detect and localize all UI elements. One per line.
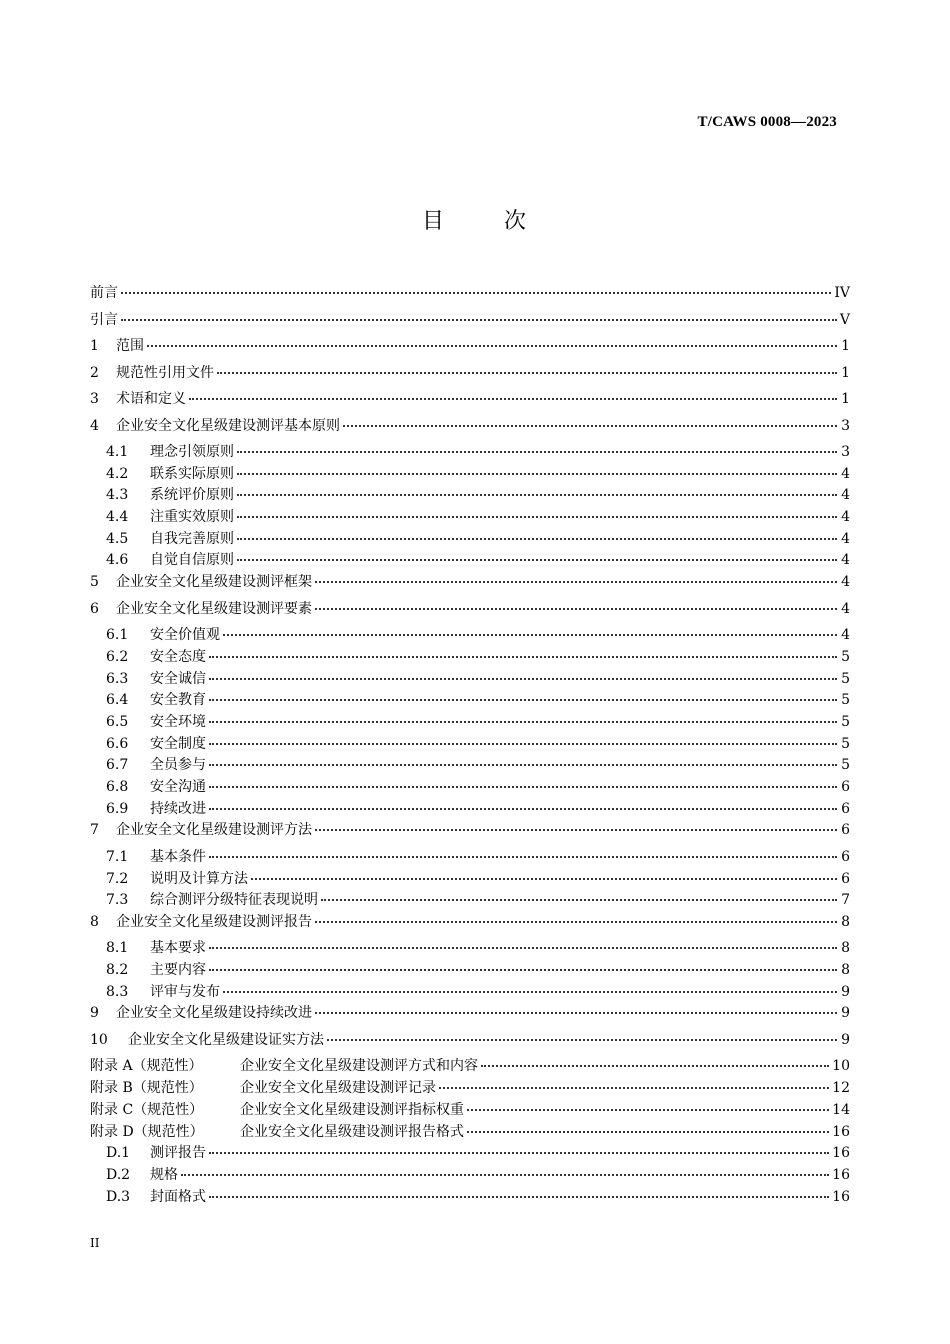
toc-entry[interactable] [90, 1030, 850, 1057]
toc-entry-number: D.2 [106, 1166, 131, 1183]
dot-leader [237, 528, 837, 540]
dot-leader [237, 506, 837, 518]
dot-leader [315, 1002, 837, 1014]
toc-entry-page: 3 [841, 444, 850, 460]
toc-entry[interactable] [90, 389, 850, 416]
toc-entry-number: 3 [90, 391, 99, 407]
toc-entry[interactable] [90, 283, 850, 310]
toc-entry-page: 7 [841, 892, 850, 909]
toc-entry-number: 6.9 [106, 800, 129, 817]
toc-entry-page: 3 [841, 417, 850, 434]
dot-leader [209, 754, 837, 766]
dot-leader [251, 868, 837, 880]
toc-entry-title: 主要内容 [150, 962, 206, 979]
toc-entry[interactable] [90, 529, 850, 551]
toc-entry-number: 4.2 [106, 465, 129, 482]
toc-entry-title: 自觉自信原则 [150, 552, 234, 569]
toc-entry-number: 10 [90, 1031, 108, 1048]
dot-leader [217, 362, 837, 374]
toc-entry-number: 2 [90, 364, 99, 381]
dot-leader [315, 598, 837, 610]
table-of-contents [90, 283, 850, 1208]
toc-entry[interactable] [90, 890, 850, 912]
toc-entry-page: 14 [832, 1101, 850, 1118]
toc-entry[interactable] [90, 799, 850, 821]
toc-entry-title: 基本条件 [150, 848, 206, 865]
dot-leader [209, 776, 837, 788]
toc-entry-page: 6 [841, 822, 850, 839]
dot-leader [237, 441, 837, 453]
dot-leader [315, 911, 837, 923]
toc-entry[interactable] [90, 847, 850, 869]
toc-entry-number: 7 [90, 822, 99, 839]
toc-entry[interactable] [90, 310, 850, 337]
toc-entry-number: 4.1 [106, 444, 129, 460]
dot-leader [223, 981, 837, 993]
toc-entry-number: 4.5 [106, 530, 129, 547]
toc-entry-page: 6 [841, 778, 850, 795]
toc-entry-page: 4 [841, 465, 850, 482]
toc-entry-number: 7.2 [106, 870, 129, 887]
toc-entry-page: 9 [841, 1031, 850, 1048]
toc-entry[interactable] [90, 982, 850, 1004]
toc-entry-page: 5 [841, 735, 850, 752]
toc-entry-number: 1 [90, 338, 99, 354]
toc-entry[interactable] [90, 1100, 850, 1122]
standard-number: T/CAWS 0008—2023 [697, 114, 837, 130]
toc-entry[interactable] [90, 755, 850, 777]
toc-entry[interactable] [90, 1165, 850, 1187]
dot-leader [481, 1055, 829, 1067]
toc-entry[interactable] [90, 1003, 850, 1030]
toc-entry[interactable] [90, 938, 850, 960]
toc-entry[interactable] [90, 625, 850, 647]
toc-entry-page: 1 [841, 338, 850, 354]
toc-entry-title: 企业安全文化星级建设测评指标权重 [240, 1101, 464, 1118]
toc-entry-title: 企业安全文化星级建设测评方式和内容 [240, 1058, 478, 1075]
toc-entry-title: 持续改进 [150, 800, 206, 817]
toc-entry-number: 4 [90, 417, 99, 434]
toc-entry[interactable] [90, 1143, 850, 1165]
toc-entry-number: 8.2 [106, 962, 129, 979]
toc-entry-title: 范围 [116, 338, 144, 354]
toc-entry-page: 16 [832, 1188, 850, 1205]
toc-entry-number: 8.3 [106, 983, 129, 1000]
toc-entry-page: 8 [841, 940, 850, 957]
dot-leader [237, 549, 837, 561]
page-title [0, 204, 950, 235]
toc-entry-page: V [839, 311, 850, 328]
toc-entry-title: 联系实际原则 [150, 465, 234, 482]
toc-entry-title: 企业安全文化星级建设测评基本原则 [116, 417, 340, 434]
toc-entry-title: 自我完善原则 [150, 530, 234, 547]
toc-entry-number: 4.4 [106, 509, 129, 526]
toc-entry-number: 8.1 [106, 940, 129, 957]
toc-entry-title: 企业安全文化星级建设证实方法 [128, 1031, 324, 1048]
dot-leader [209, 668, 837, 680]
toc-entry-title: 说明及计算方法 [150, 870, 248, 887]
toc-entry-number: 4.6 [106, 552, 129, 569]
dot-leader [209, 798, 837, 810]
toc-entry-number: 5 [90, 574, 99, 591]
toc-entry-page: 5 [841, 757, 850, 774]
dot-leader [209, 646, 837, 658]
dot-leader [189, 388, 837, 400]
toc-entry-page: 9 [841, 1005, 850, 1022]
dot-leader [209, 733, 837, 745]
toc-entry-number: 6.2 [106, 648, 129, 665]
toc-entry-title: 基本要求 [150, 940, 206, 957]
toc-entry[interactable] [90, 647, 850, 669]
toc-entry-title: 安全态度 [150, 648, 206, 665]
dot-leader [209, 1142, 829, 1154]
toc-entry[interactable] [90, 1187, 850, 1209]
toc-entry-page: 6 [841, 848, 850, 865]
toc-entry-page: 10 [832, 1058, 850, 1075]
toc-entry-number: 8 [90, 913, 99, 930]
toc-entry-number: 附录 B（规范性） [90, 1080, 203, 1097]
toc-entry-title: 企业安全文化星级建设持续改进 [116, 1005, 312, 1022]
toc-entry-page: 5 [841, 713, 850, 730]
toc-entry-page: 12 [832, 1080, 850, 1097]
dot-leader [121, 282, 831, 294]
toc-entry-title: 测评报告 [150, 1145, 206, 1162]
toc-entry[interactable] [90, 712, 850, 734]
toc-entry[interactable] [90, 869, 850, 891]
toc-entry[interactable] [90, 507, 850, 529]
toc-entry-page: 5 [841, 648, 850, 665]
toc-entry-page: 4 [841, 509, 850, 526]
dot-leader [467, 1121, 829, 1133]
toc-entry-title: 评审与发布 [150, 983, 220, 1000]
toc-entry[interactable] [90, 777, 850, 799]
toc-entry-title: 安全价值观 [150, 627, 220, 644]
toc-entry[interactable] [90, 416, 850, 443]
toc-entry-number: 附录 A（规范性） [90, 1058, 203, 1075]
dot-leader [209, 937, 837, 949]
dot-leader [321, 889, 837, 901]
toc-entry[interactable] [90, 572, 850, 599]
toc-entry-page: 16 [832, 1145, 850, 1162]
toc-entry[interactable] [90, 669, 850, 691]
dot-leader [439, 1077, 829, 1089]
title-char-1: 目 [421, 209, 446, 234]
dot-leader [327, 1029, 837, 1041]
dot-leader [237, 484, 837, 496]
toc-entry-number: 7.3 [106, 892, 129, 909]
dot-leader [181, 1164, 829, 1176]
toc-entry[interactable] [90, 336, 850, 363]
toc-entry-number: D.1 [106, 1145, 131, 1162]
dot-leader [209, 846, 837, 858]
toc-entry[interactable] [90, 363, 850, 390]
title-char-2: 次 [504, 209, 529, 234]
toc-entry-page: 4 [841, 487, 850, 504]
toc-entry-title: 封面格式 [150, 1188, 206, 1205]
toc-entry-title: 安全诚信 [150, 670, 206, 687]
toc-entry-number: 6.6 [106, 735, 129, 752]
toc-entry-page: 5 [841, 670, 850, 687]
dot-leader [209, 711, 837, 723]
toc-entry-number: 9 [90, 1005, 99, 1022]
toc-entry-page: 8 [841, 913, 850, 930]
toc-entry-title: 企业安全文化星级建设测评报告 [116, 913, 312, 930]
dot-leader [343, 415, 837, 427]
toc-entry[interactable] [90, 550, 850, 572]
toc-entry-title: 综合测评分级特征表现说明 [150, 892, 318, 909]
toc-entry-number: 6.1 [106, 627, 129, 644]
toc-entry[interactable] [90, 820, 850, 847]
toc-entry-title: 企业安全文化星级建设测评方法 [116, 822, 312, 839]
toc-entry-number: 6.4 [106, 692, 129, 709]
toc-entry-number: 6.5 [106, 713, 129, 730]
toc-entry-title: 安全教育 [150, 692, 206, 709]
toc-entry-number: D.3 [106, 1188, 131, 1205]
toc-entry-page: 6 [841, 870, 850, 887]
toc-entry-number: 4.3 [106, 487, 129, 504]
toc-entry-page: 16 [832, 1166, 850, 1183]
toc-entry-page: 6 [841, 800, 850, 817]
toc-entry[interactable] [90, 442, 850, 464]
toc-entry-title: 企业安全文化星级建设测评记录 [240, 1080, 436, 1097]
toc-entry-page: 4 [841, 627, 850, 644]
toc-entry-page: 4 [841, 530, 850, 547]
toc-entry[interactable] [90, 1056, 850, 1078]
toc-entry-title: 理念引领原则 [150, 444, 234, 460]
toc-entry-title: 安全沟通 [150, 778, 206, 795]
toc-entry-number: 附录 D（规范性） [90, 1123, 204, 1140]
toc-entry-page: 8 [841, 962, 850, 979]
dot-leader [209, 689, 837, 701]
toc-entry[interactable] [90, 485, 850, 507]
dot-leader [147, 335, 837, 347]
toc-entry-page: 4 [841, 600, 850, 617]
toc-entry[interactable] [90, 734, 850, 756]
toc-entry-number: 6.8 [106, 778, 129, 795]
dot-leader [121, 309, 837, 321]
toc-entry-page: 1 [841, 391, 850, 407]
dot-leader [315, 571, 837, 583]
toc-entry[interactable] [90, 912, 850, 939]
toc-entry-title: 前言 [90, 285, 118, 301]
toc-entry-title: 术语和定义 [116, 391, 186, 407]
toc-entry-title: 规范性引用文件 [116, 364, 214, 381]
toc-entry-number: 6.7 [106, 757, 129, 774]
toc-entry-title: 企业安全文化星级建设测评要素 [116, 600, 312, 617]
toc-entry-title: 安全环境 [150, 713, 206, 730]
toc-entry-page: 16 [832, 1123, 850, 1140]
dot-leader [315, 819, 837, 831]
toc-entry-number: 附录 C（规范性） [90, 1101, 204, 1118]
dot-leader [223, 624, 837, 636]
toc-entry[interactable] [90, 1078, 850, 1100]
toc-entry-title: 注重实效原则 [150, 509, 234, 526]
toc-entry-number: 7.1 [106, 848, 129, 865]
toc-entry[interactable] [90, 1122, 850, 1144]
toc-entry-page: 5 [841, 692, 850, 709]
toc-entry-page: 9 [841, 983, 850, 1000]
dot-leader [237, 463, 837, 475]
toc-entry-title: 规格 [150, 1166, 178, 1183]
toc-entry[interactable] [90, 599, 850, 626]
toc-entry-number: 6.3 [106, 670, 129, 687]
toc-entry[interactable] [90, 690, 850, 712]
toc-entry-page: 1 [841, 364, 850, 381]
toc-entry[interactable] [90, 960, 850, 982]
toc-entry-page: 4 [841, 552, 850, 569]
toc-entry-title: 企业安全文化星级建设测评框架 [116, 574, 312, 591]
toc-entry[interactable] [90, 464, 850, 486]
dot-leader [209, 959, 837, 971]
toc-entry-title: 引言 [90, 311, 118, 328]
dot-leader [467, 1099, 829, 1111]
toc-entry-title: 全员参与 [150, 757, 206, 774]
toc-entry-page: IV [834, 285, 850, 301]
toc-entry-title: 安全制度 [150, 735, 206, 752]
toc-entry-title: 系统评价原则 [150, 487, 234, 504]
toc-entry-page: 4 [841, 574, 850, 591]
page-number: II [90, 1236, 100, 1250]
toc-entry-number: 6 [90, 600, 99, 617]
dot-leader [209, 1186, 829, 1198]
toc-entry-title: 企业安全文化星级建设测评报告格式 [240, 1123, 464, 1140]
